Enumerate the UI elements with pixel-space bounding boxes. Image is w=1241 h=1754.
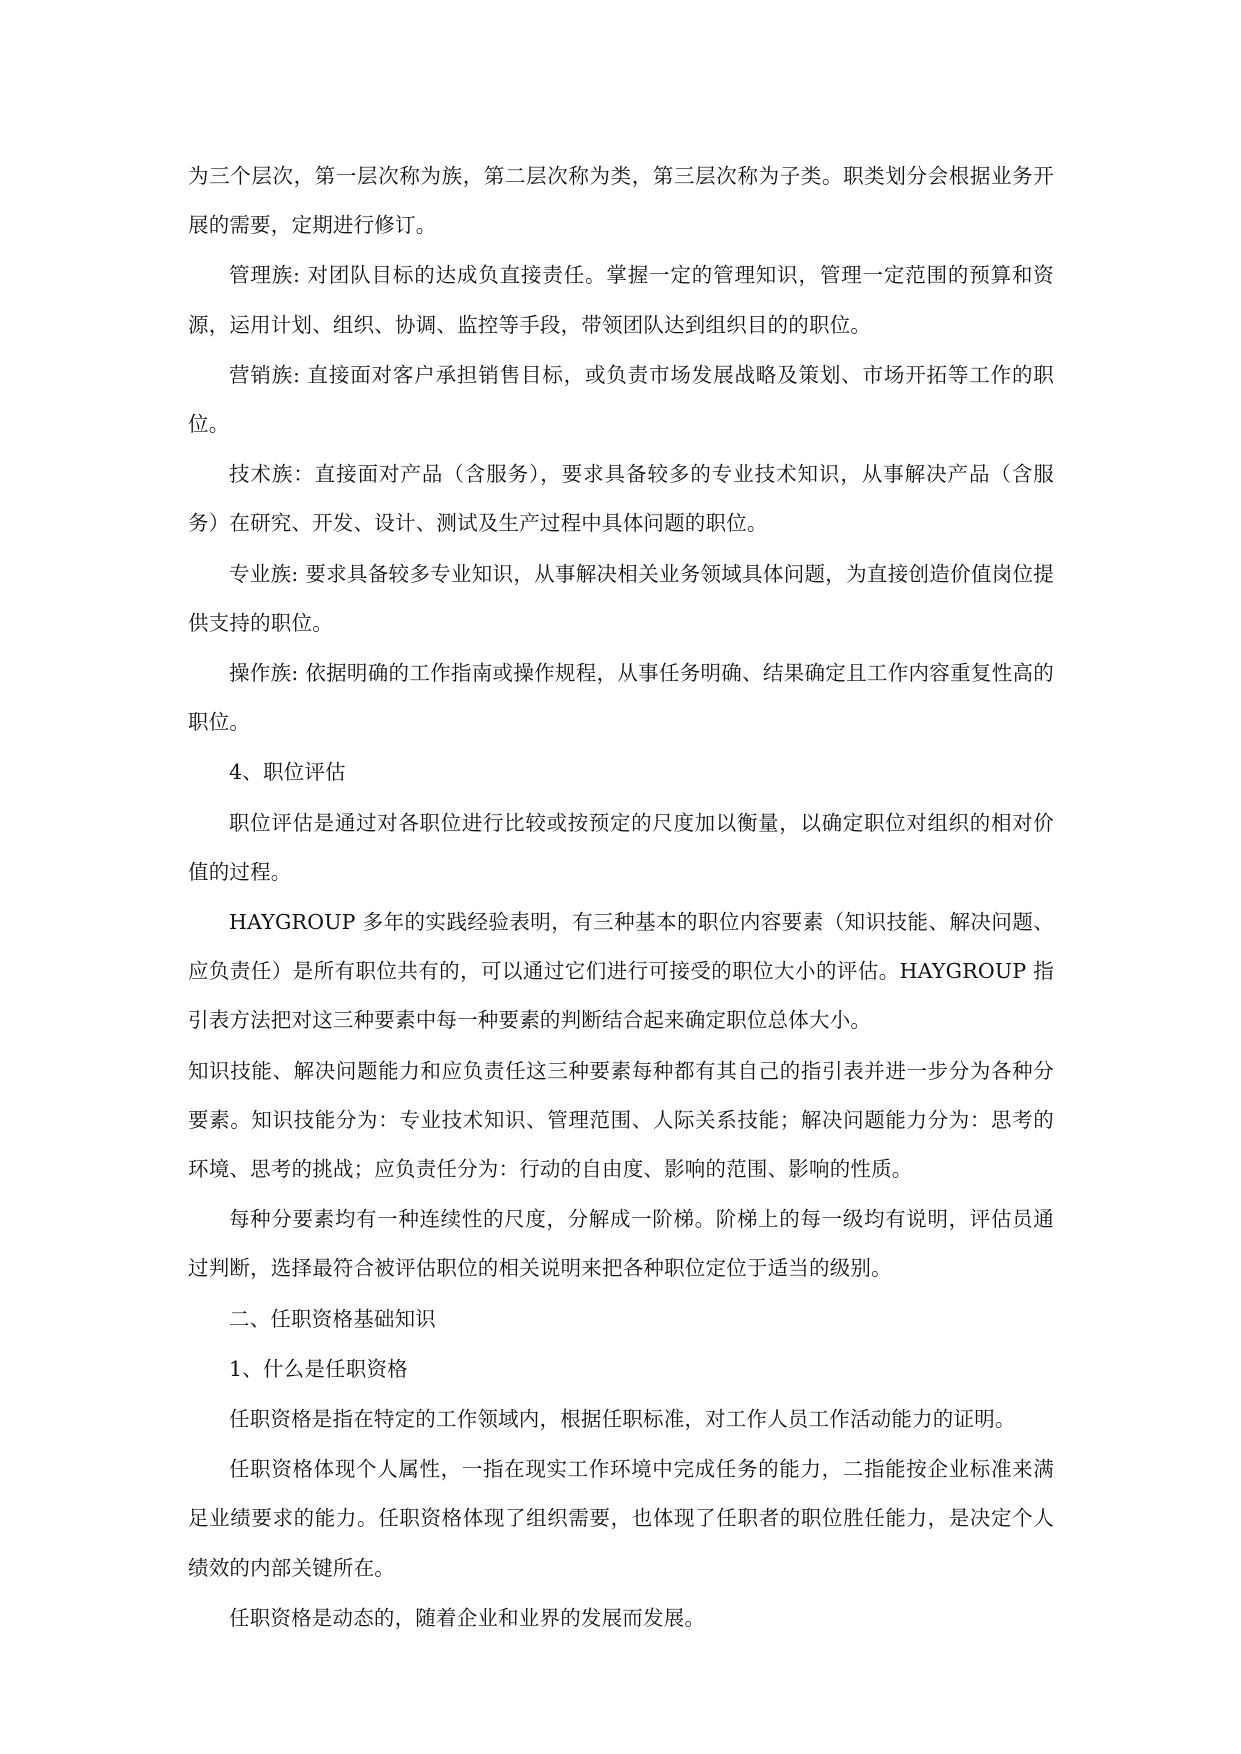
paragraph-management-family: 管理族: 对团队目标的达成负直接责任。掌握一定的管理知识，管理一定范围的预算和资源，运用计划、组织、协调、监控等手段，带领团队达到组织目的的职位。	[188, 263, 1054, 337]
paragraph-qualification-dynamic: 任职资格是动态的，随着企业和业界的发展而发展。	[229, 1605, 706, 1630]
paragraph-continuous-scale: 每种分要素均有一种连续性的尺度，分解成一阶梯。阶梯上的每一级均有说明，评估员通过判断，选择最符合被评估职位的相关说明来把各种职位定位于适当的级别。	[188, 1207, 1054, 1281]
paragraph-job-evaluation-definition: 职位评估是通过对各职位进行比较或按预定的尺度加以衡量，以确定职位对组织的相对价值的过程。	[188, 810, 1054, 884]
paragraph-qualification-attributes: 任职资格体现个人属性，一指在现实工作环境中完成任务的能力，二指能按企业标准来满足业绩要求的能力。任职资格体现了组织需要，也体现了任职者的职位胜任能力，是决定个人绩效的内部关键所在。	[188, 1457, 1054, 1580]
paragraph-sub-elements: 知识技能、解决问题能力和应负责任这三种要素每种都有其自己的指引表并进一步分为各种分要素。知识技能分为：专业技术知识、管理范围、人际关系技能；解决问题能力分为：思考的环境、思考的挑战；应负责任分为：行动的自由度、影响的范围、影响的性质。	[188, 1058, 1054, 1182]
paragraph-marketing-family: 营销族: 直接面对客户承担销售目标，或负责市场发展战略及策划、市场开拓等工作的职位。	[188, 362, 1054, 437]
paragraph-qualification-definition: 任职资格是指在特定的工作领域内，根据任职标准，对工作人员工作活动能力的证明。	[229, 1407, 1016, 1432]
document-page	[188, 152, 1054, 1644]
heading-qualification-basics: 二、任职资格基础知识	[229, 1306, 436, 1331]
paragraph-professional-family: 专业族: 要求具备较多专业知识，从事解决相关业务领域具体问题，为直接创造价值岗位提供支持的职位。	[188, 561, 1054, 635]
paragraph-job-levels: 为三个层次，第一层次称为族，第二层次称为类，第三层次称为子类。职类划分会根据业务开展的需要，定期进行修订。	[188, 164, 1054, 238]
paragraph-operations-family: 操作族: 依据明确的工作指南或操作规程，从事任务明确、结果确定且工作内容重复性高的职位。	[188, 661, 1054, 735]
heading-what-is-qualification: 1、什么是任职资格	[229, 1356, 408, 1381]
heading-job-evaluation: 4、职位评估	[229, 760, 346, 785]
paragraph-haygroup-method: HAYGROUP 多年的实践经验表明，有三种基本的职位内容要素（知识技能、解决问题、应负责任）是所有职位共有的，可以通过它们进行可接受的职位大小的评估。HAYGROUP 指引表方法把对这三种要素中每一种要素的判断结合起来确定职位总体大小。	[188, 910, 1054, 1033]
paragraph-technical-family: 技术族：直接面对产品（含服务），要求具备较多的专业技术知识，从事解决产品（含服务）在研究、开发、设计、测试及生产过程中具体问题的职位。	[188, 462, 1054, 536]
